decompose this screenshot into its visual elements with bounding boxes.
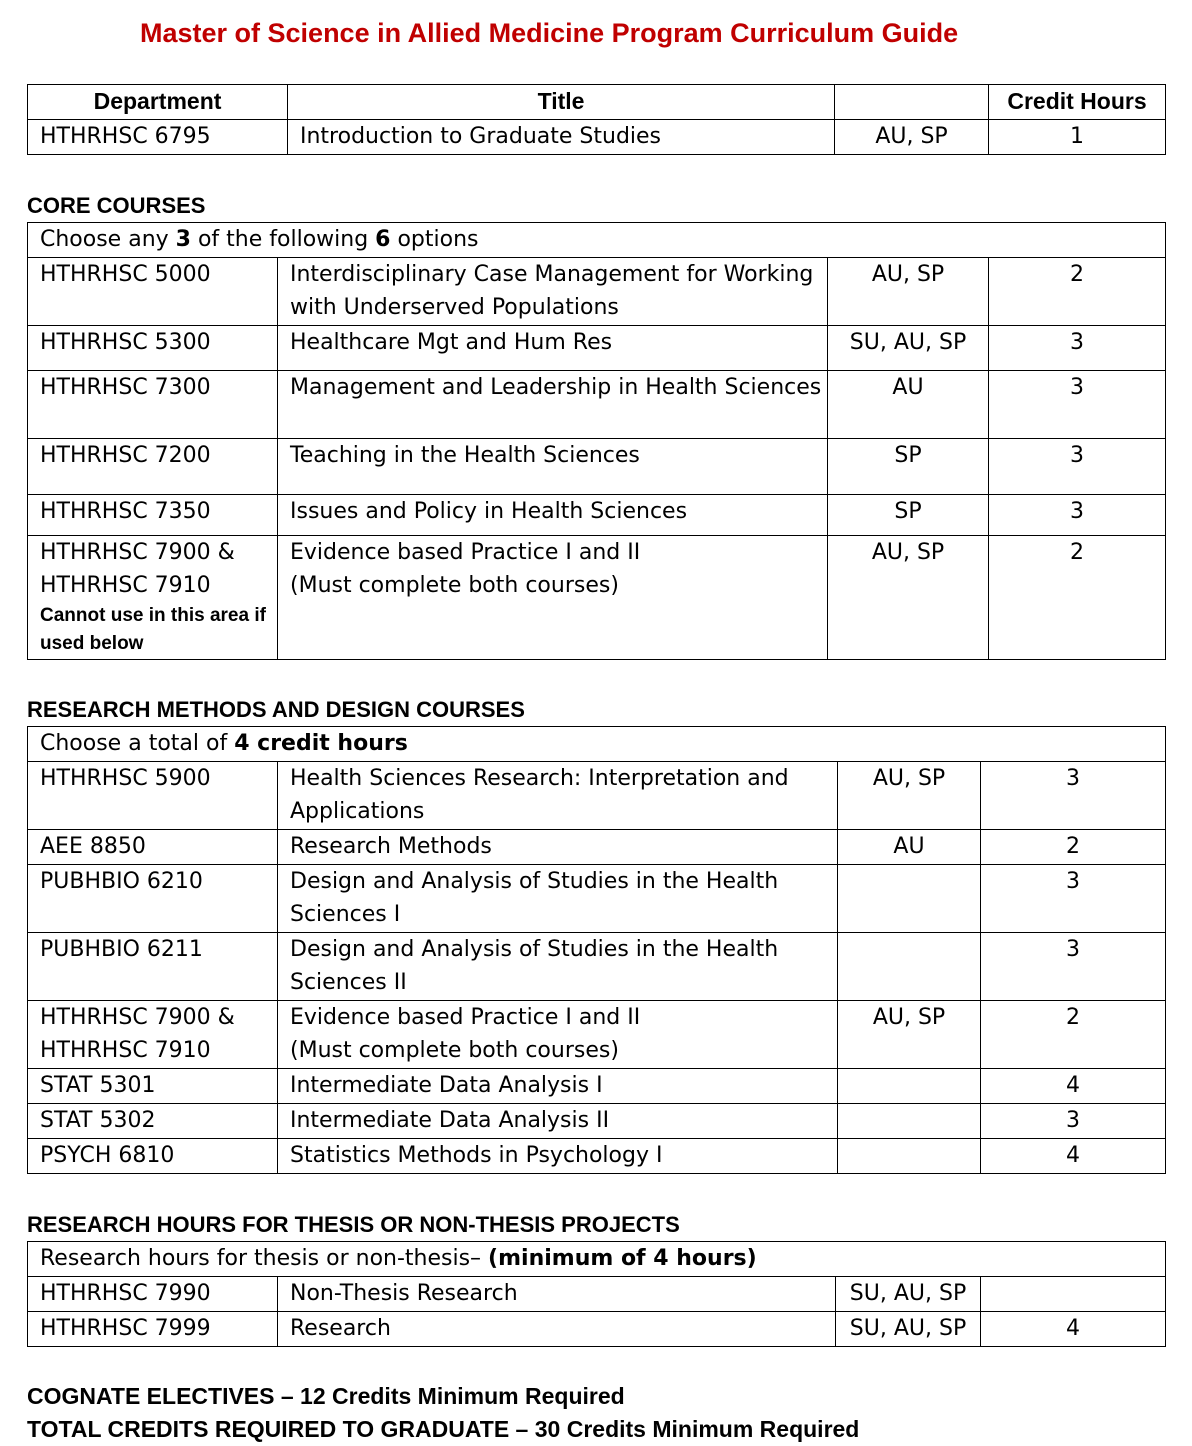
course-title: Management and Leadership in Health Sciences [278, 371, 828, 439]
course-title: Interdisciplinary Case Management for Working with Underserved Populations [278, 258, 828, 326]
course-credits: 3 [981, 865, 1166, 933]
research-methods-heading: RESEARCH METHODS AND DESIGN COURSES [27, 697, 525, 722]
course-code: HTHRHSC 5300 [28, 326, 278, 371]
course-code-line: HTHRHSC 7900 & [40, 540, 235, 565]
table-row [28, 120, 1166, 155]
research-hours-table [27, 1241, 1166, 1347]
instruction-count: 3 [175, 227, 191, 252]
course-code: HTHRHSC 7990 [28, 1277, 278, 1312]
intro-table [27, 84, 1166, 155]
table-row [28, 1104, 1166, 1139]
course-terms: SP [828, 495, 989, 536]
course-code: HTHRHSC 6795 [28, 120, 288, 155]
course-credits: 4 [981, 1069, 1166, 1104]
course-terms: AU, SP [838, 762, 981, 830]
course-credits: 2 [981, 830, 1166, 865]
course-title: Statistics Methods in Psychology I [278, 1139, 838, 1174]
table-row [28, 830, 1166, 865]
course-credits: 3 [989, 371, 1166, 439]
course-title: Health Sciences Research: Interpretation and Applications [278, 762, 838, 830]
header-credit-hours: Credit Hours [989, 85, 1166, 120]
course-code: HTHRHSC 7999 [28, 1312, 278, 1347]
instruction-text: Choose any [40, 227, 176, 252]
course-title [278, 1001, 838, 1069]
instruction-text: Research hours for thesis or non-thesis– [40, 1246, 489, 1271]
course-title: Intermediate Data Analysis I [278, 1069, 838, 1104]
course-credits: 3 [981, 1104, 1166, 1139]
course-code: STAT 5301 [28, 1069, 278, 1104]
course-code-line: HTHRHSC 7900 & [40, 1005, 235, 1030]
course-code: HTHRHSC 5900 [28, 762, 278, 830]
course-title: Non-Thesis Research [278, 1277, 836, 1312]
course-title: Issues and Policy in Health Sciences [278, 495, 828, 536]
table-row [28, 1139, 1166, 1174]
course-title: Design and Analysis of Studies in the Health Sciences I [278, 865, 838, 933]
course-title: Research [278, 1312, 836, 1347]
course-credits: 3 [989, 326, 1166, 371]
course-code: PUBHBIO 6211 [28, 933, 278, 1001]
header-title: Title [288, 85, 835, 120]
course-terms: SP [828, 439, 989, 495]
table-row [28, 1001, 1166, 1069]
course-title: Intermediate Data Analysis II [278, 1104, 838, 1139]
course-code: HTHRHSC 7300 [28, 371, 278, 439]
course-terms: AU, SP [828, 536, 989, 660]
instruction-text: of the following [190, 227, 376, 252]
course-code: HTHRHSC 7200 [28, 439, 278, 495]
table-row [28, 933, 1166, 1001]
instruction-text: options [390, 227, 479, 252]
course-terms [838, 933, 981, 1001]
core-courses-heading: CORE COURSES [27, 193, 206, 218]
course-terms: SU, AU, SP [836, 1312, 981, 1347]
course-title-line: (Must complete both courses) [290, 573, 619, 598]
course-credits: 2 [989, 536, 1166, 660]
course-title: Teaching in the Health Sciences [278, 439, 828, 495]
course-credits: 2 [989, 258, 1166, 326]
instruction-emphasis: (minimum of 4 hours) [488, 1246, 757, 1271]
course-code: PSYCH 6810 [28, 1139, 278, 1174]
core-courses-table [27, 222, 1166, 660]
course-title: Healthcare Mgt and Hum Res [278, 326, 828, 371]
course-credits: 3 [989, 495, 1166, 536]
course-code: STAT 5302 [28, 1104, 278, 1139]
course-credits: 4 [981, 1312, 1166, 1347]
course-title [278, 536, 828, 660]
course-credits: 3 [981, 933, 1166, 1001]
table-row [28, 326, 1166, 371]
course-code: PUBHBIO 6210 [28, 865, 278, 933]
course-code-line: HTHRHSC 7910 [40, 573, 211, 598]
course-title: Introduction to Graduate Studies [288, 120, 835, 155]
course-code [28, 536, 278, 660]
course-credits: 3 [981, 762, 1166, 830]
header-department: Department [28, 85, 288, 120]
table-row [28, 536, 1166, 660]
course-credits: 2 [981, 1001, 1166, 1069]
course-credits: 3 [989, 439, 1166, 495]
course-terms [838, 1139, 981, 1174]
course-code: AEE 8850 [28, 830, 278, 865]
research-hours-instruction [28, 1242, 1166, 1277]
course-code: HTHRHSC 7350 [28, 495, 278, 536]
course-terms [838, 1104, 981, 1139]
table-row [28, 1277, 1166, 1312]
instruction-emphasis: 4 credit hours [234, 731, 408, 756]
course-code: HTHRHSC 5000 [28, 258, 278, 326]
course-title-line: Evidence based Practice I and II [290, 540, 641, 565]
research-methods-table [27, 726, 1166, 1174]
header-terms [835, 85, 989, 120]
course-terms: AU, SP [835, 120, 989, 155]
table-row [28, 1312, 1166, 1347]
research-methods-instruction [28, 727, 1166, 762]
course-terms [838, 865, 981, 933]
course-credits: 1 [989, 120, 1166, 155]
course-code [28, 1001, 278, 1069]
table-row [28, 495, 1166, 536]
table-row [28, 1069, 1166, 1104]
course-terms: AU, SP [838, 1001, 981, 1069]
course-credits [981, 1277, 1166, 1312]
course-terms: SU, AU, SP [828, 326, 989, 371]
course-terms: AU, SP [828, 258, 989, 326]
course-title-line: (Must complete both courses) [290, 1038, 619, 1063]
table-row [28, 258, 1166, 326]
course-credits: 4 [981, 1139, 1166, 1174]
usage-note: Cannot use in this area if used below [40, 605, 266, 654]
course-terms: AU [838, 830, 981, 865]
total-credits-note: TOTAL CREDITS REQUIRED TO GRADUATE – 30 Credits Minimum Required [27, 1416, 860, 1442]
research-hours-heading: RESEARCH HOURS FOR THESIS OR NON-THESIS PROJECTS [27, 1212, 680, 1237]
course-title-line: Evidence based Practice I and II [290, 1005, 641, 1030]
table-row [28, 371, 1166, 439]
table-row [28, 762, 1166, 830]
core-instruction [28, 223, 1166, 258]
course-terms: SU, AU, SP [836, 1277, 981, 1312]
course-title: Design and Analysis of Studies in the Health Sciences II [278, 933, 838, 1001]
course-terms: AU [828, 371, 989, 439]
course-terms [838, 1069, 981, 1104]
course-code-line: HTHRHSC 7910 [40, 1038, 211, 1063]
table-row [28, 439, 1166, 495]
instruction-total: 6 [375, 227, 391, 252]
table-row [28, 865, 1166, 933]
cognate-electives-note: COGNATE ELECTIVES – 12 Credits Minimum Required [27, 1383, 625, 1409]
page-title: Master of Science in Allied Medicine Program Curriculum Guide [140, 18, 959, 48]
instruction-text: Choose a total of [40, 731, 235, 756]
course-title: Research Methods [278, 830, 838, 865]
